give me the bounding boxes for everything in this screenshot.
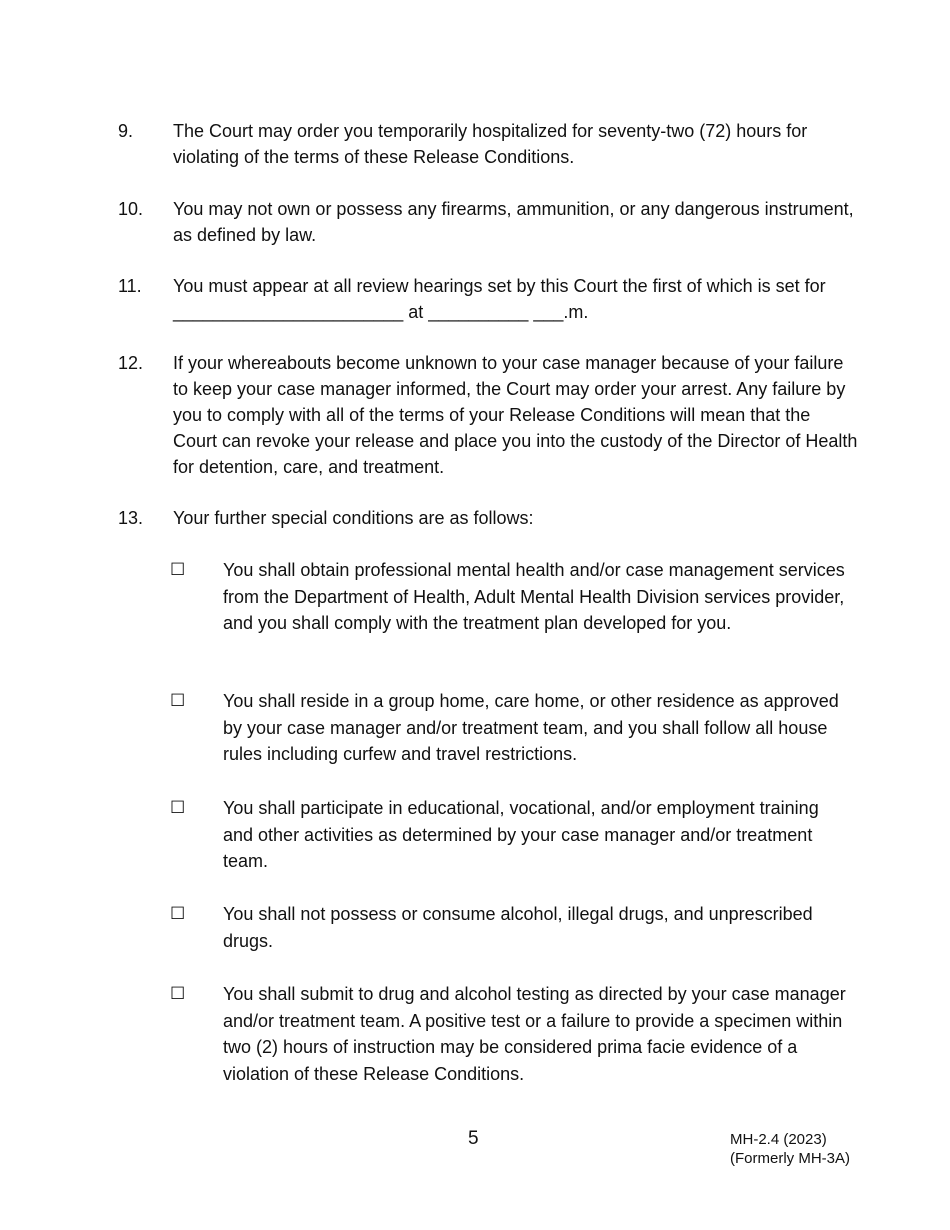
condition-text: You shall submit to drug and alcohol testing as directed by your case manager and/or treatment team. A positive test or a failure to provide a specimen within two (2) hours of instruction may be considered prima facie evidence of a violation of these Release Conditions. xyxy=(223,984,846,1084)
checkbox[interactable]: ☐ xyxy=(170,904,186,923)
page-number: 5 xyxy=(468,1128,479,1149)
item-text: You must appear at all review hearings set by this Court the first of which is set for _______________________ at __________ ___.m. xyxy=(173,276,826,322)
checkbox[interactable]: ☐ xyxy=(170,984,186,1003)
item-text: If your whereabouts become unknown to your case manager because of your failure to keep your case manager informed, the Court may order your arrest. Any failure by you to comply with all of the terms of your Release Conditions will mean that the Court can revoke your release and place you into the custody of the Director of Health for detention, care, and treatment. xyxy=(173,353,858,477)
list-item xyxy=(118,350,858,480)
checkbox[interactable]: ☐ xyxy=(170,691,186,710)
item-text: Your further special conditions are as follows: xyxy=(173,508,534,528)
condition-item xyxy=(170,901,850,954)
item-number: 12. xyxy=(118,353,144,373)
checkbox[interactable]: ☐ xyxy=(170,798,186,817)
condition-text: You shall participate in educational, vocational, and/or employment training and other activities as determined by your case manager and/or treatment team. xyxy=(223,798,819,871)
condition-item xyxy=(170,981,850,1087)
form-identifier xyxy=(730,1130,850,1168)
condition-text: You shall reside in a group home, care home, or other residence as approved by your case manager and/or treatment team, and you shall follow all house rules including curfew and travel restrictions. xyxy=(223,691,839,764)
condition-text: You shall obtain professional mental health and/or case management services from the Department of Health, Adult Mental Health Division services provider, and you shall comply with the treatment plan developed for you. xyxy=(223,560,845,633)
form-id: MH-2.4 (2023) xyxy=(730,1131,827,1148)
item-number: 9. xyxy=(118,121,134,141)
condition-item xyxy=(170,795,850,875)
checkbox[interactable]: ☐ xyxy=(170,560,186,579)
formerly-note: (Formerly MH-3A) xyxy=(730,1150,850,1167)
condition-item xyxy=(170,688,850,768)
item-number: 10. xyxy=(118,199,144,219)
item-number: 13. xyxy=(118,508,144,528)
condition-text: You shall not possess or consume alcohol, illegal drugs, and unprescribed drugs. xyxy=(223,904,813,951)
item-text: You may not own or possess any firearms, ammunition, or any dangerous instrument, as defined by law. xyxy=(173,199,854,245)
list-item xyxy=(118,118,858,170)
item-number: 11. xyxy=(118,276,142,296)
list-item xyxy=(118,273,858,325)
item-text: The Court may order you temporarily hospitalized for seventy-two (72) hours for violating of the terms of these Release Conditions. xyxy=(173,121,808,167)
list-item xyxy=(118,505,858,531)
condition-item xyxy=(170,557,850,637)
list-item xyxy=(118,196,858,248)
